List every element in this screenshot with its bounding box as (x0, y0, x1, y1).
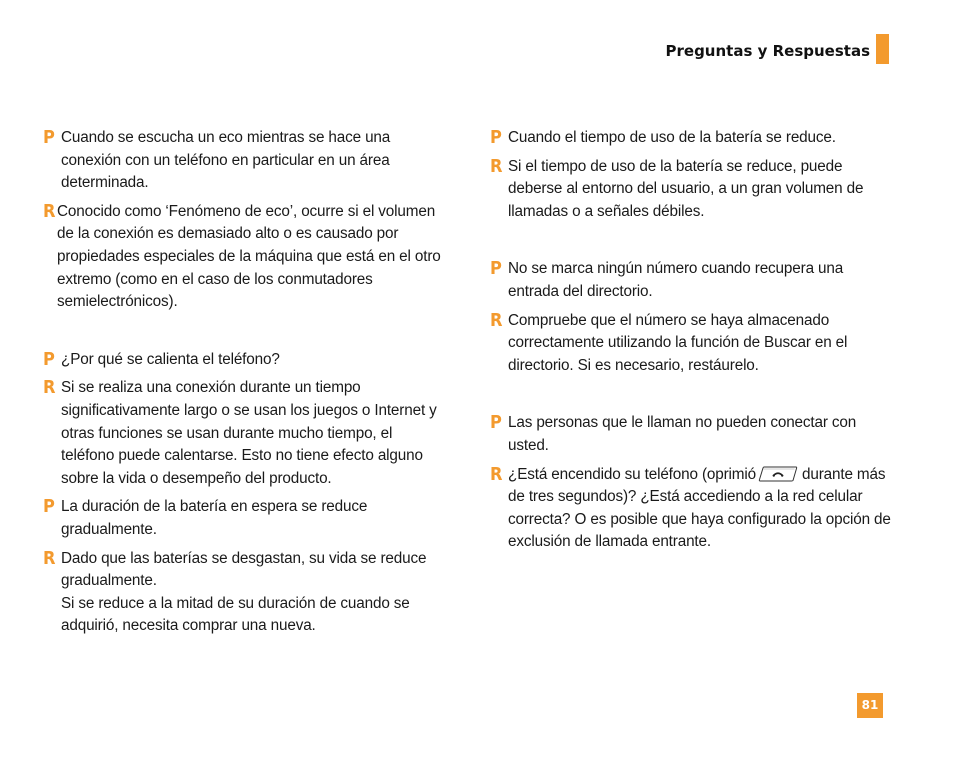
left-column (43, 127, 443, 638)
question-marker: P (490, 127, 502, 148)
question-item (43, 349, 443, 372)
answer-item (490, 464, 895, 554)
answer-text-group (508, 464, 895, 554)
right-column (490, 127, 895, 554)
answer-item (490, 156, 895, 224)
page-number: 81 (857, 693, 883, 718)
answer-marker: R (43, 547, 56, 569)
answer-marker: R (490, 463, 503, 485)
end-power-key-icon (758, 466, 798, 482)
question-text: La duración de la batería en espera se reduce gradualmente. (61, 498, 368, 538)
question-text: Cuando el tiempo de uso de la batería se reduce. (508, 129, 836, 146)
question-item (43, 496, 443, 541)
question-item (490, 127, 895, 150)
question-text: No se marca ningún número cuando recupera una entrada del directorio. (508, 260, 844, 300)
question-text: Cuando se escucha un eco mientras se hace una conexión con un teléfono en particular en un área determinada. (61, 129, 391, 192)
question-marker: P (490, 412, 502, 434)
question-text: ¿Por qué se calienta el teléfono? (61, 350, 280, 368)
answer-item (43, 377, 443, 490)
page-header-title: Preguntas y Respuestas (665, 42, 870, 60)
question-item (43, 127, 443, 195)
question-marker: P (43, 496, 55, 518)
answer-text: ¿Está encendido su teléfono (oprimió (508, 465, 756, 483)
answer-text: Conocido como ‘Fenómeno de eco’, ocurre si el volumen de la conexión es demasiado alto o es causado por propiedades especiales de la máquina que está en el otro extremo (como en el caso de los conmutadores semielectrónicos). (57, 202, 441, 311)
answer-text: Si el tiempo de uso de la batería se reduce, puede deberse al entorno del usuario, a un gran volumen de llamadas o a señales débiles. (508, 157, 864, 220)
answer-marker: R (490, 155, 503, 177)
question-item (490, 412, 895, 457)
answer-marker: R (490, 309, 503, 331)
answer-item (43, 201, 443, 314)
answer-text-continued: durante más de tres segundos)? ¿Está accediendo a la red celular correcta? O es posible que haya configurado la opción de exclusión de llamada entrante. (508, 465, 891, 551)
answer-text: Compruebe que el número se haya almacenado correctamente utilizando la función de Buscar en el directorio. Si es necesario, restáurelo. (508, 311, 848, 374)
question-item (490, 258, 895, 303)
question-text: Las personas que le llaman no pueden conectar con usted. (508, 414, 857, 454)
answer-item (490, 310, 895, 378)
answer-marker: R (43, 200, 56, 222)
header-accent-tab (876, 34, 889, 64)
question-marker: P (43, 127, 55, 148)
answer-text: Si se realiza una conexión durante un tiempo significativamente largo o se usan los juegos o Internet y otras funciones se usan durante mucho tiempo, el teléfono puede calentarse. Esto no tiene efecto alguno sobre la vida o desempeño del producto. (61, 379, 437, 487)
answer-text: Dado que las baterías se desgastan, su vida se reduce gradualmente. (61, 549, 427, 590)
question-marker: P (43, 348, 55, 370)
answer-text-continued: Si se reduce a la mitad de su duración de cuando se adquirió, necesita comprar una nueva. (61, 594, 410, 635)
question-marker: P (490, 258, 502, 280)
answer-text-group (61, 548, 443, 638)
answer-item (43, 548, 443, 638)
answer-marker: R (43, 377, 56, 399)
